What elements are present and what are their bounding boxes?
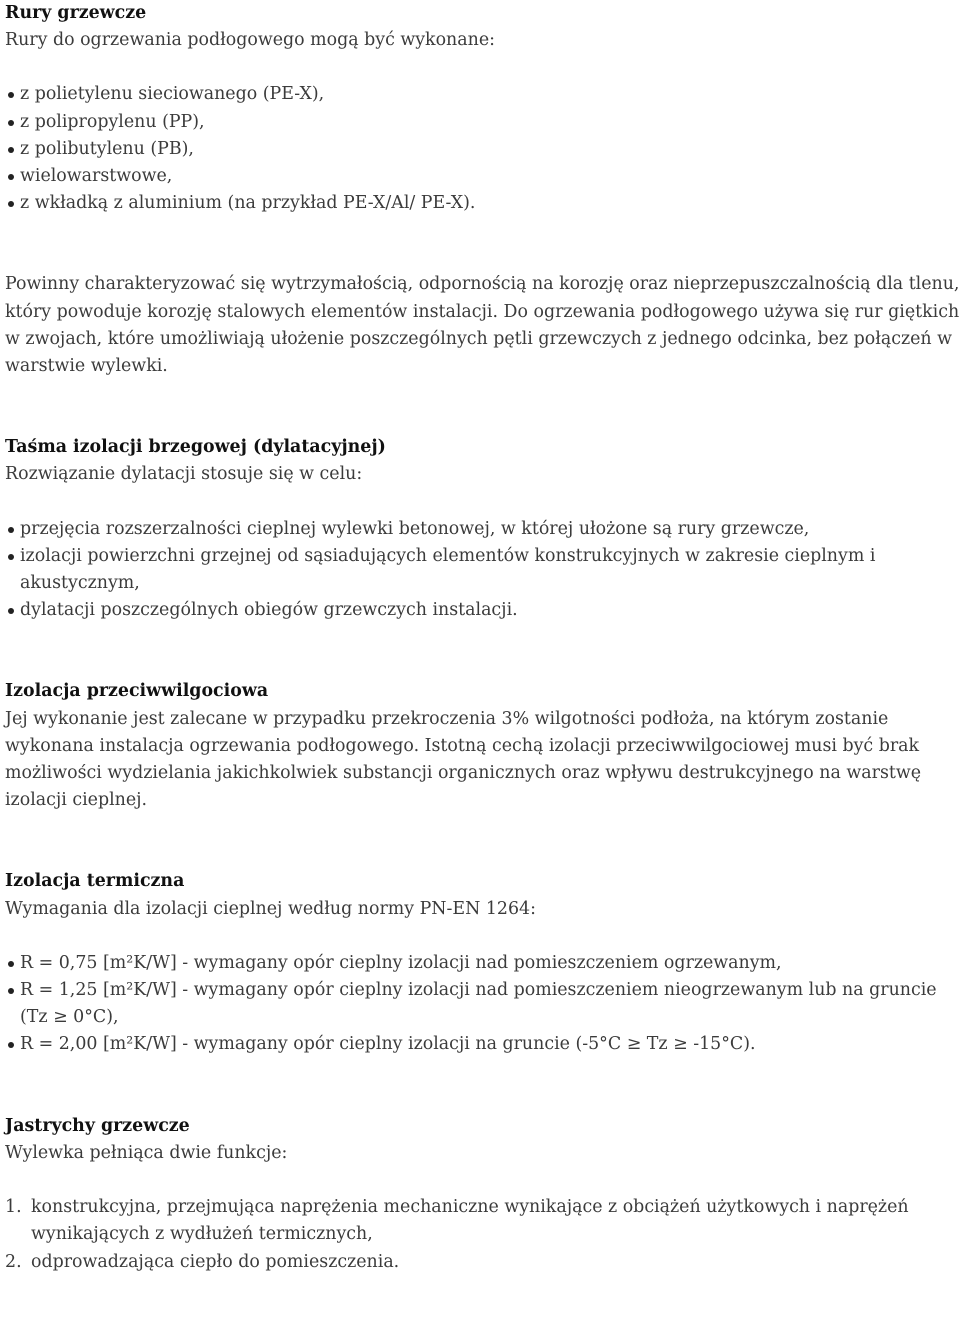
thermal-requirements-list — [5, 950, 960, 1059]
list-item: wielowarstwowe, — [20, 163, 960, 190]
list-item — [5, 1249, 960, 1276]
section-intro-jastrychy: Wylewka pełniąca dwie funkcje: — [5, 1142, 288, 1163]
section-heading-wilgoc: Izolacja przeciwwilgociowa — [5, 681, 269, 702]
list-item-text: konstrukcyjna, przejmująca naprężenia mechaniczne wynikające z obciążeń użytkowych i naprężeń wynikających z wydłużeń termicznych, — [31, 1197, 909, 1245]
list-item — [5, 1194, 960, 1248]
section-intro-rury: Rury do ogrzewania podłogowego mogą być wykonane: — [5, 30, 495, 51]
list-item: R = 0,75 [m²K/W] - wymagany opór cieplny izolacji nad pomieszczeniem ogrzewanym, — [20, 950, 960, 977]
list-item: z polibutylenu (PB), — [20, 136, 960, 163]
section-heading-tasma: Taśma izolacji brzegowej (dylatacyjnej) — [5, 437, 386, 458]
list-item-text: odprowadzająca ciepło do pomieszczenia. — [31, 1251, 400, 1272]
list-item: dylatacji poszczególnych obiegów grzewczych instalacji. — [20, 597, 960, 624]
list-item: R = 1,25 [m²K/W] - wymagany opór cieplny izolacji nad pomieszczeniem nieogrzewanym lub na gruncie (Tz ≥ 0°C), — [20, 977, 960, 1031]
list-item: z polipropylenu (PP), — [20, 109, 960, 136]
screed-functions-list — [5, 1194, 960, 1276]
list-item: przejęcia rozszerzalności cieplnej wylewki betonowej, w której ułożone są rury grzewcze, — [20, 516, 960, 543]
list-item-number: 1. — [5, 1197, 22, 1218]
list-item: z wkładką z aluminium (na przykład PE-X/Al/ PE-X). — [20, 190, 960, 217]
dilatation-purposes-list — [5, 516, 960, 625]
section-intro-termiczna: Wymagania dla izolacji cieplnej według normy PN-EN 1264: — [5, 898, 536, 919]
section-heading-jastrychy: Jastrychy grzewcze — [5, 1115, 190, 1136]
section-heading-termiczna: Izolacja termiczna — [5, 871, 185, 892]
pipe-materials-list — [5, 81, 960, 217]
list-item: z polietylenu sieciowanego (PE-X), — [20, 81, 960, 108]
section-intro-tasma: Rozwiązanie dylatacji stosuje się w celu: — [5, 464, 363, 485]
section-paragraph-wilgoc: Jej wykonanie jest zalecane w przypadku przekroczenia 3% wilgotności podłoża, na którym zostanie wykonana instalacja ogrzewania podłogowego. Istotną cechą izolacji przeciwwilgociowej musi być brak możliwości wydzielania jakichkolwiek substancji organicznych oraz wpływu destrukcyjnego na warstwę izolacji cieplnej. — [5, 708, 922, 811]
list-item-number: 2. — [5, 1251, 22, 1272]
list-item: izolacji powierzchni grzejnej od sąsiadujących elementów konstrukcyjnych w zakresie cieplnym i akustycznym, — [20, 543, 960, 597]
list-item: R = 2,00 [m²K/W] - wymagany opór cieplny izolacji na gruncie (-5°C ≥ Tz ≥ -15°C). — [20, 1031, 960, 1058]
section-heading-rury: Rury grzewcze — [5, 3, 147, 23]
section-paragraph-rury: Powinny charakteryzować się wytrzymałością, odpornością na korozję oraz nieprzepuszczalnością dla tlenu, który powoduje korozję stalowych elementów instalacji. Do ogrzewania podłogowego używa się rur giętkich w zwojach, które umożliwiają ułożenie poszczególnych pętli grzewczych z jednego odcinka, bez połączeń w warstwie wylewki. — [5, 274, 960, 377]
